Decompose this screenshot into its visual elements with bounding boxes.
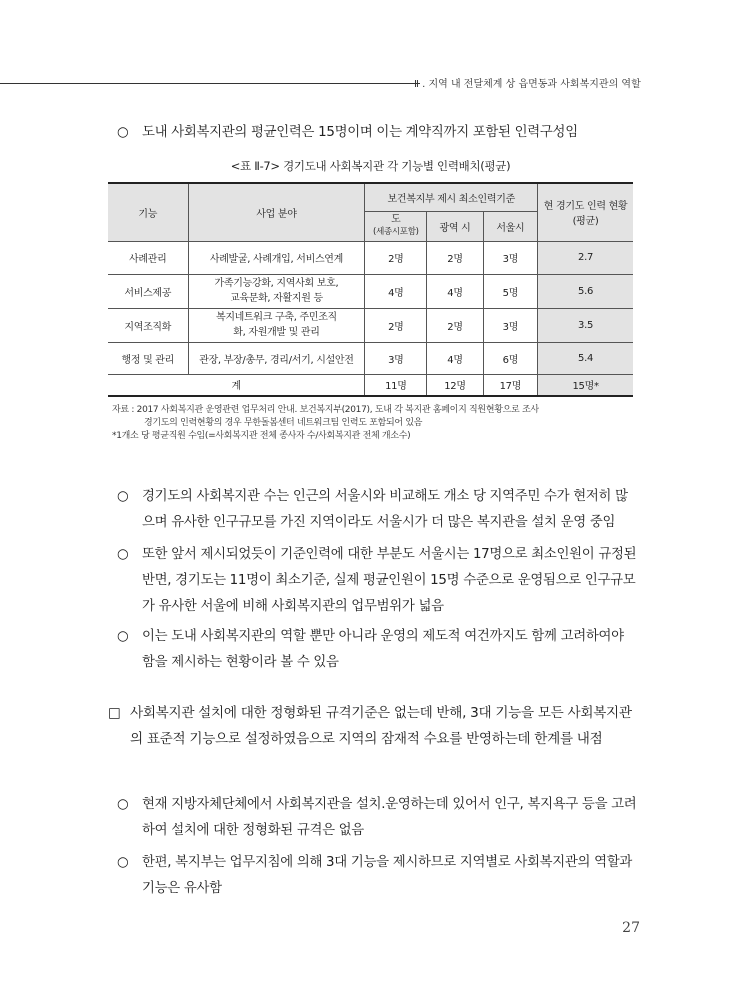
header-province (365, 211, 427, 241)
cell-total-metro: 12명 (427, 374, 483, 396)
header-seoul: 서울시 (483, 211, 537, 241)
bullet-text: 도내 사회복지관의 평균인력은 15명이며 이는 계약직까지 포함된 인력구성임 (142, 125, 578, 140)
cell-province: 2명 (365, 241, 427, 274)
cell-metro: 2명 (427, 241, 483, 274)
cell-metro: 2명 (427, 308, 483, 342)
bottom-bullet (117, 850, 637, 902)
mid-bullet (117, 542, 637, 620)
bottom-bullet (117, 792, 637, 844)
table-row (108, 342, 633, 374)
cell-current: 3.5 (538, 308, 633, 342)
table-row (108, 308, 633, 342)
bullet-text: 한편, 복지부는 업무지침에 의해 3대 기능을 제시하므로 지역별로 사회복지관의 역할과 기능은 유사함 (142, 855, 633, 896)
cell-seoul: 3명 (483, 308, 537, 342)
box-bullet (108, 700, 640, 752)
chapter-header: Ⅱ . 지역 내 전달체계 상 읍면동과 사회복지관의 역할 (414, 79, 641, 90)
cell-business: 사례발굴, 사례개입, 서비스연계 (188, 241, 365, 274)
bullet-marker: ○ (117, 125, 129, 140)
note-detail: 경기도의 인력현황의 경우 무한돌봄센터 네트워크팀 인력도 포함되어 있음 (144, 418, 423, 428)
cell-total-current: 15명* (538, 374, 633, 396)
cell-province: 4명 (365, 274, 427, 308)
header-metro: 광역 시 (427, 211, 483, 241)
bullet-marker: ○ (117, 855, 129, 870)
cell-business: 가족기능강화, 지역사회 보호, 교육문화, 자활지원 등 (188, 274, 365, 308)
cell-seoul: 6명 (483, 342, 537, 374)
bullet-text: 이는 도내 사회복지관의 역할 뿐만 아니라 운영의 제도적 여건까지도 함께 고려하여야 함을 제시하는 현황이라 볼 수 있음 (142, 629, 624, 670)
bullet-text: 현재 지방자체단체에서 사회복지관을 설치.운영하는데 있어서 인구, 복지욕구 등을 고려하여 설치에 대한 정형화된 규격은 없음 (142, 797, 637, 838)
mid-bullet (117, 484, 637, 536)
cell-metro: 4명 (427, 342, 483, 374)
cell-current: 5.4 (538, 342, 633, 374)
bullet-text: 또한 앞서 제시되었듯이 기준인력에 대한 부분도 서울시는 17명으로 최소인원이 규정된 반면, 경기도는 11명이 최소기준, 실제 평균인원이 15명 수준으로 운영됨으로 인구규모가 유사한 서울에 비해 사회복지관의 업무범위가 넓음 (142, 547, 637, 614)
note-footnote: *1개소 당 평균직원 수임(=사회복지관 전체 종사자 수/사회복지관 전체 개소수) (112, 431, 411, 441)
cell-metro: 4명 (427, 274, 483, 308)
header-ministry-standard: 보건복지부 제시 최소인력기준 (365, 183, 538, 211)
header-rule (0, 83, 420, 84)
staffing-table (108, 182, 633, 397)
cell-seoul: 5명 (483, 274, 537, 308)
cell-seoul: 3명 (483, 241, 537, 274)
bullet-text: 사회복지관 설치에 대한 정형화된 규격기준은 없는데 반해, 3대 기능을 모든 사회복지관의 표준적 기능으로 설정하였음으로 지역의 잠재적 수요를 반영하는데 한계를 내점 (130, 705, 632, 747)
cell-current: 2.7 (538, 241, 633, 274)
page-number: 27 (622, 920, 640, 936)
mid-bullet (117, 624, 637, 676)
cell-current: 5.6 (538, 274, 633, 308)
table-notes (112, 404, 672, 443)
cell-total-seoul: 17명 (483, 374, 537, 396)
header-province-label: 도 (391, 214, 401, 225)
cell-business: 복지네트워크 구축, 주민조직화, 자원개발 및 관리 (188, 308, 365, 342)
cell-function: 지역조직화 (108, 308, 188, 342)
cell-function: 행정 및 관리 (108, 342, 188, 374)
bullet-marker: □ (108, 705, 121, 721)
table-caption: <표 Ⅱ-7> 경기도내 사회복지관 각 기능별 인력배치(평균) (230, 159, 511, 173)
bullet-marker: ○ (117, 489, 129, 504)
cell-function: 서비스제공 (108, 274, 188, 308)
cell-total-label: 계 (108, 374, 365, 396)
bullet-marker: ○ (117, 797, 129, 812)
cell-function: 사례관리 (108, 241, 188, 274)
header-province-note: (세종시포함) (373, 227, 419, 237)
header-current: 현 경기도 인력 현황(평균) (538, 183, 633, 241)
bullet-marker: ○ (117, 629, 129, 644)
header-function: 기능 (108, 183, 188, 241)
cell-business: 관장, 부장/총무, 경리/서기, 시설안전 (188, 342, 365, 374)
bullet-text: 경기도의 사회복지관 수는 인근의 서울시와 비교해도 개소 당 지역주민 수가 현저히 많으며 유사한 인구규모를 가진 지역이라도 서울시가 더 많은 복지관을 설치 운영 중임 (142, 489, 628, 530)
cell-province: 3명 (365, 342, 427, 374)
table-row (108, 274, 633, 308)
cell-province: 2명 (365, 308, 427, 342)
intro-bullet (117, 120, 637, 146)
note-source: 자료 : 2017 사회복지관 운영관련 업무처리 안내. 보건복지부(2017), 도내 각 복지관 홈페이지 직원현황으로 조사 (112, 405, 539, 415)
bullet-marker: ○ (117, 547, 129, 562)
table-total-row (108, 374, 633, 396)
table-row (108, 241, 633, 274)
header-business: 사업 분야 (188, 183, 365, 241)
cell-total-province: 11명 (365, 374, 427, 396)
